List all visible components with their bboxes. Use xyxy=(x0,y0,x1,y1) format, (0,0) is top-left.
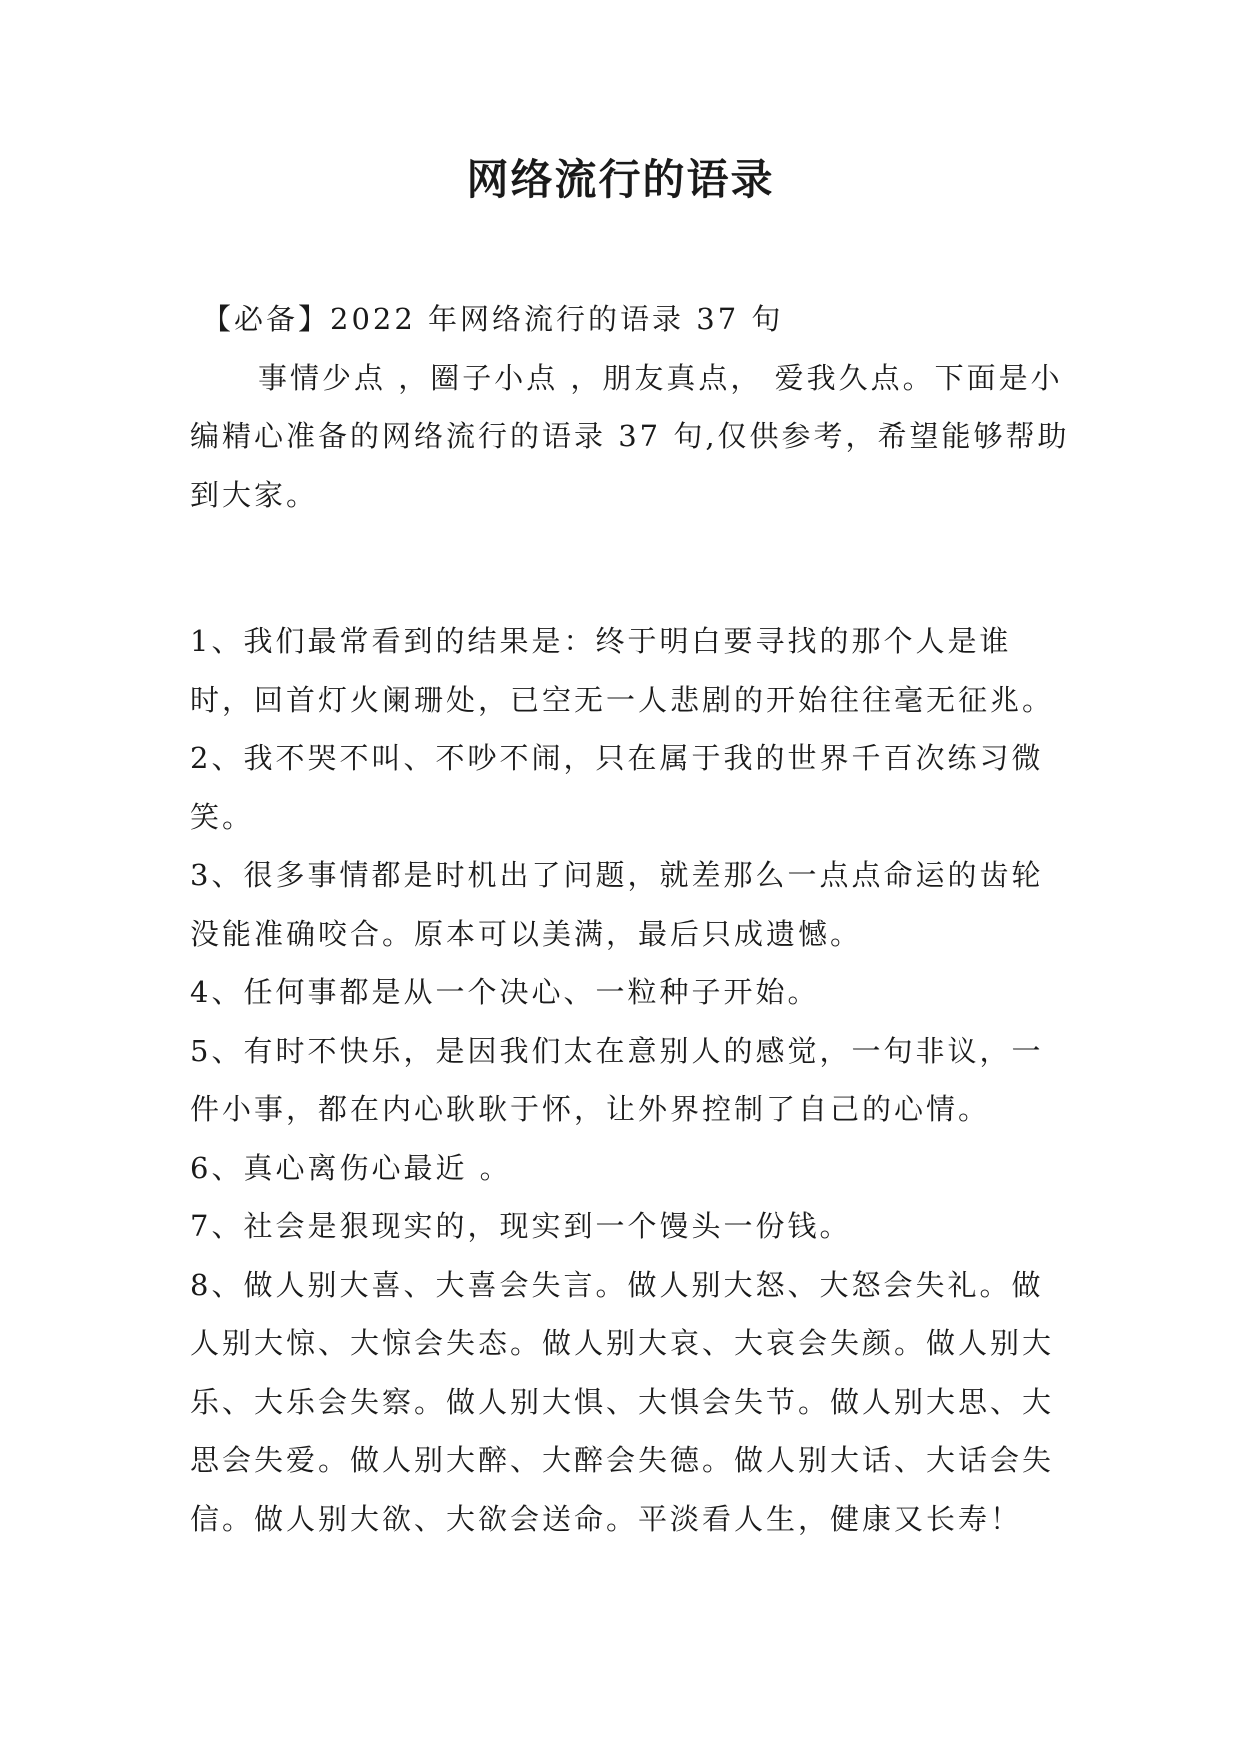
document-body xyxy=(190,290,1070,1548)
intro-paragraph: 事情少点 ，圈子小点 ，朋友真点， 爱我久点。下面是小编精心准备的网络流行的语录 37 句,仅供参考，希望能够帮助到大家。 xyxy=(190,360,1070,512)
quote-item: 7、社会是狠现实的，现实到一个馒头一份钱。 xyxy=(190,1209,852,1243)
quote-item: 1、我们最常看到的结果是：终于明白要寻找的那个人是谁时，回首灯火阑珊处，已空无一人悲剧的开始往往毫无征兆。 xyxy=(190,624,1055,717)
quote-item: 2、我不哭不叫、不吵不闹，只在属于我的世界千百次练习微笑。 xyxy=(190,741,1044,834)
document-title: 网络流行的语录 xyxy=(466,155,775,204)
paragraph-spacer xyxy=(190,524,1070,612)
quote-item: 5、有时不快乐，是因我们太在意别人的感觉，一句非议，一件小事，都在内心耿耿于怀，让外界控制了自己的心情。 xyxy=(190,1033,1044,1126)
quote-item: 8、做人别大喜、大喜会失言。做人别大怒、大怒会失礼。做人别大惊、大惊会失态。做人别大哀、大哀会失颜。做人别大乐、大乐会失察。做人别大惧、大惧会失节。做人别大思、大思会失爱。做人别大醉、大醉会失德。做人别大话、大话会失信。做人别大欲、大欲会送命。平淡看人生，健康又长寿！ xyxy=(190,1267,1055,1536)
quote-item: 4、任何事都是从一个决心、一粒种子开始。 xyxy=(190,975,820,1009)
quote-item: 3、很多事情都是时机出了问题，就差那么一点点命运的齿轮没能准确咬合。原本可以美满，最后只成遗憾。 xyxy=(190,858,1044,951)
quote-item: 6、真心离伤心最近 。 xyxy=(190,1150,512,1185)
document-subtitle: 【必备】2022 年网络流行的语录 37 句 xyxy=(202,302,784,336)
